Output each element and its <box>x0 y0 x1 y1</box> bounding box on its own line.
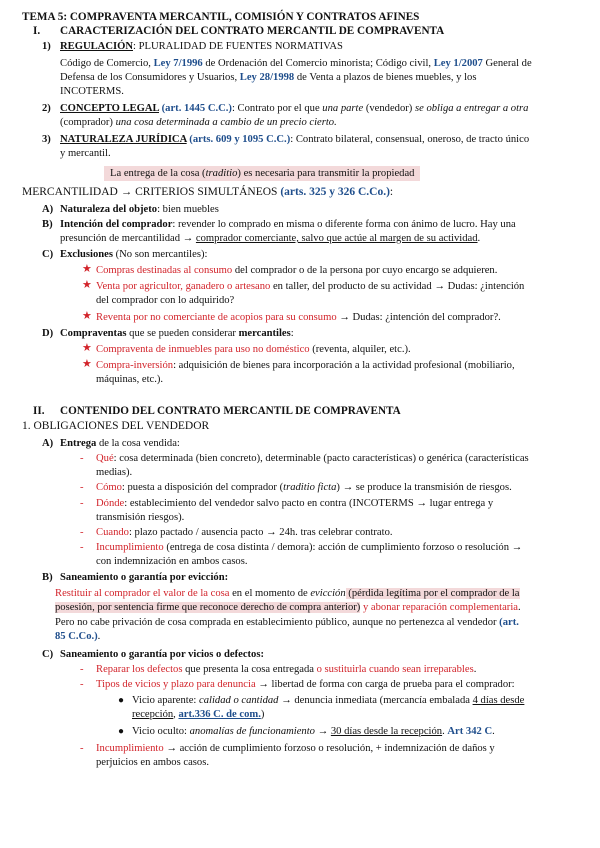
text: , <box>173 709 179 720</box>
law-reference: (arts. 325 y 326 C.Co.) <box>280 186 390 198</box>
dash-marker: - <box>80 679 84 690</box>
text: MERCANTILIDAD → CRITERIOS SIMULTÁNEOS <box>22 186 281 198</box>
text: → Dudas: ¿intención del comprador?. <box>336 312 501 323</box>
list-item <box>132 694 524 707</box>
star-icon: ★ <box>82 310 92 322</box>
list-letter: A) <box>42 204 54 215</box>
list-item <box>132 725 495 738</box>
text: ) → se produce la transmisión de riesgos. <box>336 482 512 493</box>
section-number: I. <box>33 25 41 37</box>
list-letter: C) <box>42 649 54 660</box>
paragraph-line: del comprador con lo adquirido? <box>96 295 235 306</box>
list-item <box>96 264 497 277</box>
text: : puesta a disposición del comprador ( <box>121 482 284 493</box>
text: ) es necesaria para transmitir la propiedad <box>237 168 415 179</box>
paragraph-line: medias). <box>96 467 133 478</box>
text: Cuando <box>96 527 129 538</box>
text: presunción de mercantilidad → <box>60 233 196 244</box>
text: (pérdida legítima por el comprador de la <box>345 588 520 599</box>
list-number: 3) <box>42 134 51 145</box>
text: . <box>473 664 477 675</box>
list-letter: D) <box>42 328 54 339</box>
paragraph-line: y mercantil. <box>60 148 111 159</box>
text: Qué <box>96 453 114 464</box>
list-item <box>96 359 515 372</box>
text: Naturaleza del objeto <box>60 204 158 215</box>
text: traditio <box>205 168 238 179</box>
text: : <box>389 186 394 198</box>
list-letter: C) <box>42 249 54 260</box>
paragraph-line: perjuicios en ambos casos. <box>96 757 209 768</box>
list-item <box>96 541 522 554</box>
text: Reparar los defectos <box>96 664 183 675</box>
text: : Contrato por el que <box>231 103 323 114</box>
criterio-intencion <box>60 218 516 231</box>
section-heading: CARACTERIZACIÓN DEL CONTRATO MERCANTIL DE COMPRAVENTA <box>60 25 445 37</box>
text: Saneamiento o garantía por evicción <box>60 572 225 583</box>
bullet-icon: ● <box>118 726 125 737</box>
text: Vicio aparente: <box>132 695 200 706</box>
list-item <box>96 678 515 691</box>
text: de Venta a plazos de bienes muebles, y los <box>294 72 477 83</box>
paragraph-line <box>60 116 337 129</box>
text: 30 días desde la recepción <box>330 726 443 737</box>
star-icon: ★ <box>82 263 92 275</box>
text: y abonar reparación complementaria <box>360 602 518 613</box>
document-title: TEMA 5: COMPRAVENTA MERCANTIL, COMISIÓN Y CONTRATOS AFINES <box>22 11 420 23</box>
law-reference: Ley 28/1998 <box>239 72 295 83</box>
vicios-heading <box>60 648 264 661</box>
dash-marker: - <box>80 482 84 493</box>
text: del comprador o de la persona por cuyo encargo se adquieren. <box>232 265 498 276</box>
paragraph-line: máquinas, etc.). <box>96 374 164 385</box>
paragraph-line <box>55 616 519 629</box>
text: o sustituirla cuando sean irreparables <box>316 664 474 675</box>
text: una parte <box>322 103 364 114</box>
text: (reventa, alquiler, etc.). <box>309 344 411 355</box>
concepto-line <box>60 102 528 115</box>
text: : Contrato bilateral, consensual, oneroso, de tracto único <box>290 134 530 145</box>
text: : revender lo comprado en misma o diferente forma con ánimo de lucro. Hay una <box>172 219 516 230</box>
star-icon: ★ <box>82 358 92 370</box>
list-item <box>96 663 476 676</box>
text: (entrega de cosa distinta / demora): acción de cumplimiento forzoso o resolución → <box>163 542 523 553</box>
mercantilidad-heading <box>22 186 393 199</box>
text: : adquisición de bienes para incorporación a la actividad profesional (mobiliario, <box>173 360 515 371</box>
text: Tipos de vicios y plazo para denuncia <box>96 679 256 690</box>
text: Compra-inversión <box>96 360 174 371</box>
text: una cosa determinada a cambio de un precio cierto. <box>115 117 337 128</box>
text: 4 días desde <box>472 695 525 706</box>
text: Entrega <box>60 438 97 449</box>
text: Venta por agricultor, ganadero o artesano <box>96 281 271 292</box>
law-reference: 85 C.Co.) <box>55 631 98 642</box>
list-item <box>96 280 524 293</box>
text: (No son mercantiles): <box>112 249 208 260</box>
exclusiones-heading <box>60 248 207 261</box>
text: de Ordenación del Comercio minorista; Código civil, <box>202 58 434 69</box>
text: Incumplimiento <box>96 743 164 754</box>
law-reference: (art. <box>499 617 519 628</box>
list-item <box>96 311 501 324</box>
text: (vendedor) <box>363 103 415 114</box>
law-reference: Ley 7/1996 <box>153 58 203 69</box>
entrega-heading <box>60 437 180 450</box>
naturaleza-label: NATURALEZA JURÍDICA <box>60 134 187 145</box>
list-item <box>96 526 393 539</box>
text: comprador comerciante, salvo que actúe al margen de su actividad <box>195 233 478 244</box>
paragraph-line <box>60 71 476 84</box>
list-letter: B) <box>42 219 53 230</box>
text: Compraventa de inmuebles para uso no doméstico <box>96 344 310 355</box>
text: que presenta la cosa entregada <box>182 664 317 675</box>
list-item <box>96 481 512 494</box>
eviccion-heading <box>60 571 228 584</box>
text: calidad o cantidad <box>199 695 279 706</box>
text: . <box>97 631 101 642</box>
text: (comprador) <box>60 117 116 128</box>
text: que se pueden considerar <box>126 328 239 339</box>
list-item <box>96 742 495 755</box>
text: Incumplimiento <box>96 542 164 553</box>
text: Dónde <box>96 498 125 509</box>
text: evicción <box>310 588 346 599</box>
star-icon: ★ <box>82 342 92 354</box>
text: mercantiles <box>238 328 291 339</box>
dash-marker: - <box>80 664 84 675</box>
text: : plazo pactado / ausencia pacto → 24h. tras celebrar contrato. <box>128 527 393 538</box>
subsection-heading: 1. OBLIGACIONES DEL VENDEDOR <box>22 420 210 432</box>
text: en taller, del producto de su actividad → Dudas: ¿intención <box>270 281 525 292</box>
text: Exclusiones <box>60 249 113 260</box>
text: anomalías de funcionamiento <box>189 726 315 737</box>
law-reference: (arts. 609 y 1095 C.C.) <box>186 134 291 145</box>
text: recepción <box>132 709 174 720</box>
naturaleza-line <box>60 133 529 146</box>
star-icon: ★ <box>82 279 92 291</box>
text: . <box>477 233 481 244</box>
text: Código de Comercio, <box>60 58 154 69</box>
text: Compras destinadas al consumo <box>96 265 233 276</box>
traditio-callout <box>104 166 420 181</box>
text: General de <box>482 58 532 69</box>
list-item <box>96 497 493 510</box>
text: Vicio oculto: <box>132 726 190 737</box>
paragraph-line <box>60 57 532 70</box>
list-letter: B) <box>42 572 53 583</box>
regulacion-heading <box>60 40 343 53</box>
paragraph-line: INCOTERMS. <box>60 86 124 97</box>
text: La entrega de la cosa ( <box>110 168 206 179</box>
dash-marker: - <box>80 743 84 754</box>
text: . <box>517 602 521 613</box>
text: : <box>290 328 294 339</box>
paragraph-line <box>55 630 100 643</box>
text: → libertad de forma con carga de prueba para el comprador: <box>255 679 515 690</box>
dash-marker: - <box>80 453 84 464</box>
text: : cosa determinada (bien concreto), determinable (pacto características) o genérica (características <box>113 453 529 464</box>
text: traditio ficta <box>283 482 337 493</box>
text: Cómo <box>96 482 122 493</box>
text: en el momento de <box>229 588 311 599</box>
text: → <box>314 726 331 737</box>
text: Pero no cabe privación de cosa comprada en establecimiento público, aunque no pertenezca al vendedor <box>55 617 500 628</box>
text: : <box>260 649 265 660</box>
text: Defensa de los Consumidores y Usuarios, <box>60 72 240 83</box>
dash-marker: - <box>80 498 84 509</box>
paragraph-line <box>55 587 520 600</box>
law-reference: Ley 1/2007 <box>433 58 483 69</box>
section-number: II. <box>33 405 45 417</box>
paragraph-line: transmisión riesgos). <box>96 512 185 523</box>
text: Reventa por no comerciante de acopios para su consumo <box>96 312 337 323</box>
text: . <box>492 726 495 737</box>
regulacion-label: REGULACIÓN <box>60 41 133 52</box>
list-item <box>96 452 529 465</box>
criterio-objeto <box>60 203 219 216</box>
text: : <box>224 572 229 583</box>
text: Compraventas <box>60 328 127 339</box>
list-letter: A) <box>42 438 54 449</box>
text: se obliga a entregar a otra <box>414 103 529 114</box>
list-item <box>96 343 411 356</box>
text: : bien muebles <box>157 204 219 215</box>
text: → acción de cumplimiento forzoso o resolución, + indemnización de daños y <box>163 743 495 754</box>
paragraph-line: con indemnización en ambos casos. <box>96 556 248 567</box>
dash-marker: - <box>80 527 84 538</box>
paragraph-line <box>60 232 480 245</box>
text: ) <box>260 709 265 720</box>
text: → denuncia inmediata (mercancía embalada <box>278 695 473 706</box>
regulacion-rest: : PLURALIDAD DE FUENTES NORMATIVAS <box>133 41 343 52</box>
dash-marker: - <box>80 542 84 553</box>
law-reference: (art. 1445 C.C.) <box>159 103 232 114</box>
text: Saneamiento o garantía por vicios o defectos <box>60 649 261 660</box>
law-reference: Art 342 C <box>447 726 493 737</box>
bullet-icon: ● <box>118 695 125 706</box>
text: de la cosa vendida: <box>96 438 180 449</box>
text: posesión, por sentencia firme que reconoce derecho de compra anterior) <box>55 602 361 613</box>
text: Restituir al comprador el valor de la cosa <box>55 588 230 599</box>
list-number: 1) <box>42 41 51 52</box>
text: : establecimiento del vendedor salvo pacto en contra (INCOTERMS → lugar entrega y <box>124 498 494 509</box>
compraventas-heading <box>60 327 294 340</box>
concepto-label: CONCEPTO LEGAL <box>60 103 159 114</box>
text: . <box>442 726 448 737</box>
law-reference: art.336 C. de com. <box>178 709 261 720</box>
paragraph-line <box>55 601 521 614</box>
section-heading: CONTENIDO DEL CONTRATO MERCANTIL DE COMPRAVENTA <box>60 405 401 417</box>
paragraph-line <box>132 708 264 721</box>
text: Intención del comprador <box>60 219 173 230</box>
list-number: 2) <box>42 103 51 114</box>
